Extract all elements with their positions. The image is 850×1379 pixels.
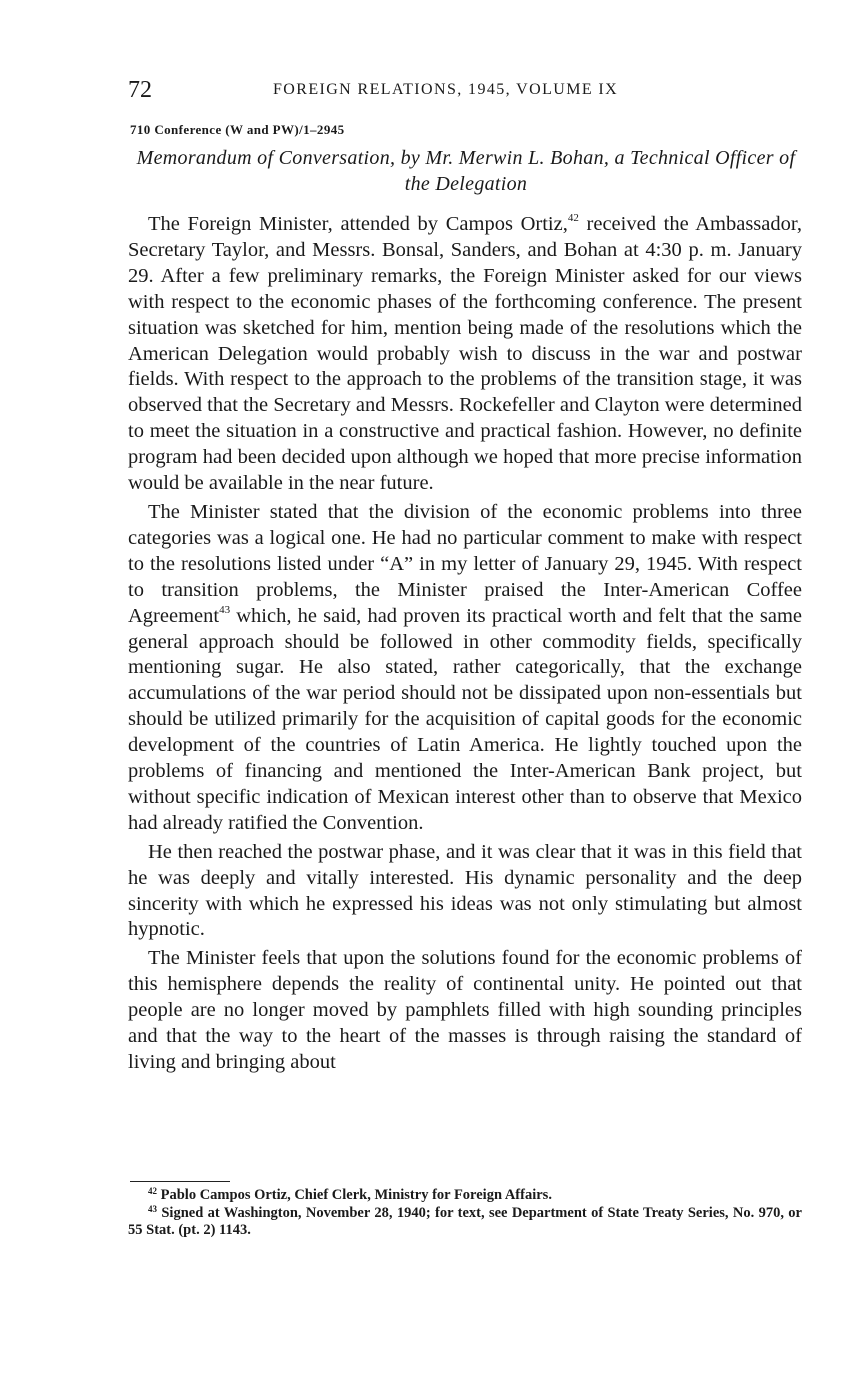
page-number: 72 bbox=[128, 77, 152, 103]
file-number: 710 Conference (W and PW)/1–2945 bbox=[130, 122, 345, 137]
paragraph-text: received the Ambassador, Secretary Taylor, and Messrs. Bonsal, Sanders, and Bohan at 4:30 p. m. January 29. After a few preliminary remarks, the Foreign Minister asked for our views with respect to the economic phases of the forthcoming conference. The present situation was sketched for him, mention being made of the resolutions which the American Delegation would probably wish to discuss in the war and postwar fields. With respect to the approach to the problems of the transition stage, it was observed that the Secretary and Messrs. Rockefeller and Clayton were determined to meet the situation in a constructive and practical fashion. However, no definite program had been decided upon although we hoped that more precise information would be available in the near future. bbox=[128, 213, 803, 495]
footnote-divider bbox=[130, 1181, 230, 1182]
footnote-text: Pablo Campos Ortiz, Chief Clerk, Ministry for Foreign Affairs. bbox=[157, 1187, 552, 1203]
paragraph-text: The Foreign Minister, attended by Campos Ortiz, bbox=[148, 213, 568, 235]
footnote-mark: 43 bbox=[148, 1203, 157, 1214]
paragraph-text: The Minister stated that the division of the economic problems into three categories was a logical one. He had no particular comment to make with respect to the resolutions listed under “A” in my letter of January 29, 1945. With respect to transition problems, the Minister praised the Inter-American Coffee Agreement bbox=[128, 500, 802, 627]
footnote-text: Signed at Washington, November 28, 1940; for text, see Department of State Treaty Series, No. 970, or 55 Stat. (pt. 2) 1143. bbox=[128, 1204, 802, 1238]
footnote-reference: 42 bbox=[567, 212, 579, 224]
paragraph bbox=[128, 500, 802, 837]
paragraph bbox=[128, 946, 802, 1076]
paragraph bbox=[128, 212, 802, 497]
body-text bbox=[128, 212, 802, 1079]
footnote bbox=[128, 1187, 802, 1205]
footnote-reference: 43 bbox=[219, 603, 231, 616]
footnotes bbox=[128, 1187, 802, 1240]
paragraph-text: The Minister feels that upon the solutions found for the economic problems of this hemisphere depends the reality of continental unity. He pointed out that people are no longer moved by pamphlets filled with high sounding principles and that the way to the heart of the masses is through raising the standard of living and bringing about bbox=[128, 947, 802, 1073]
footnote bbox=[128, 1205, 802, 1240]
running-head bbox=[128, 76, 800, 104]
running-head-title: FOREIGN RELATIONS, 1945, VOLUME IX bbox=[273, 81, 619, 98]
paragraph-text: He then reached the postwar phase, and it was clear that it was in this field that he was deeply and vitally interested. His dynamic personality and the deep sincerity with which he expressed his ideas was not only stimulating but almost hypnotic. bbox=[128, 840, 802, 941]
paragraph-text: which, he said, had proven its practical worth and felt that the same general approach should be followed in other commodity fields, specifically mentioning sugar. He also stated, rather categorically, that the exchange accumulations of the war period should not be dissipated upon non-essentials but should be utilized primarily for the acquisition of capital goods for the economic development of the countries of Latin America. He lightly touched upon the problems of financing and mentioned the Inter-American Bank project, but without specific indication of Mexican interest other than to observe that Mexico had already ratified the Convention. bbox=[128, 604, 802, 834]
footnote-mark: 42 bbox=[148, 1186, 157, 1196]
paragraph bbox=[128, 840, 802, 944]
document-title: Memorandum of Conversation, by Mr. Merwin L. Bohan, a Technical Officer of the Delegation bbox=[136, 147, 796, 195]
